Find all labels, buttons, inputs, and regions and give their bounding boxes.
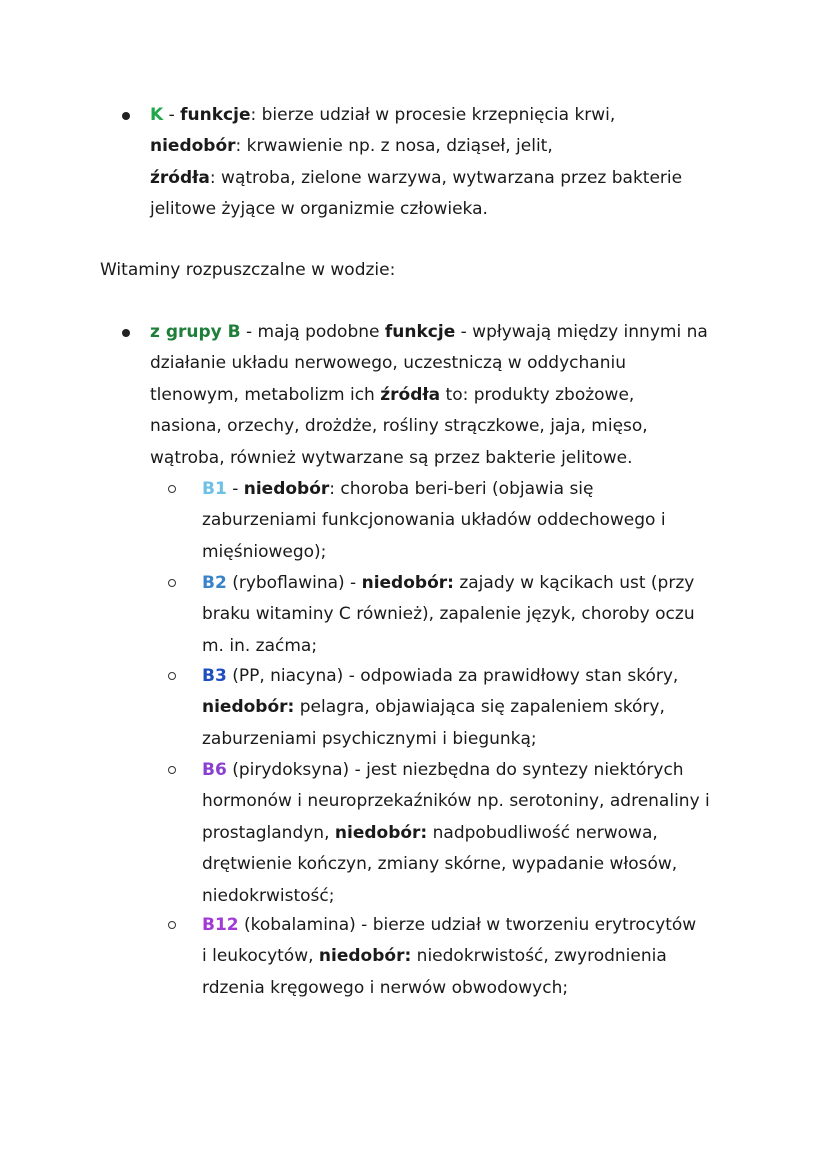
bullet-circle-icon (168, 766, 176, 774)
b6-line-4: drętwienie kończyn, zmiany skórne, wypadanie włosów, (202, 854, 678, 875)
b6-line-1 (202, 755, 768, 786)
b6-line-5: niedokrwistość; (202, 885, 335, 906)
vitamin-b2-item (168, 568, 768, 662)
bullet-disc-icon (122, 329, 130, 337)
group-b-label: z grupy B (150, 322, 241, 342)
b2-line-1 (202, 568, 768, 599)
vitamin-k-line-3 (150, 163, 742, 194)
text-fragment: (pirydoksyna) - jest niezbędna do syntezy niektórych (226, 760, 684, 780)
text-fragment: (ryboflawina) - (226, 573, 362, 593)
text-fragment: - wpływają między innymi na (455, 322, 708, 342)
group-b-line-3 (150, 380, 742, 411)
text-fragment: : bierze udział w procesie krzepnięcia krwi, (250, 105, 616, 125)
group-b-item (122, 317, 742, 474)
b3-line-1 (202, 661, 768, 692)
zrodla-label: źródła (380, 384, 441, 405)
b12-line-3: rdzenia kręgowego i nerwów obwodowych; (202, 977, 569, 998)
text-fragment: pelagra, objawiająca się zapaleniem skóry, (294, 697, 665, 718)
vitamin-k-line-4: jelitowe żyjące w organizmie człowieka. (150, 199, 488, 220)
niedobor-label: niedobór (243, 479, 330, 499)
b2-line-3: m. in. zaćma; (202, 635, 318, 656)
b3-line-2 (202, 692, 768, 723)
funkcje-label: funkcje (384, 322, 456, 342)
group-b-line-1 (150, 317, 742, 348)
bullet-circle-icon (168, 485, 176, 493)
funkcje-label: funkcje (180, 105, 251, 125)
zrodla-label: źródła (150, 167, 210, 188)
text-fragment: : wątroba, zielone warzywa, wytwarzana przez bakterie (209, 167, 683, 188)
b1-line-3: mięśniowego); (202, 541, 327, 562)
b12-line-2 (202, 941, 768, 972)
vitamin-k-item (122, 100, 742, 226)
text-fragment: - (226, 479, 244, 499)
text-fragment: i leukocytów, (202, 946, 319, 967)
group-b-line-4: nasiona, orzechy, drożdże, rośliny strączkowe, jaja, mięso, (150, 416, 648, 437)
bullet-circle-icon (168, 921, 176, 929)
text-fragment: nadpobudliwość nerwowa, (427, 822, 658, 843)
group-b-line-2: działanie układu nerwowego, uczestniczą w oddychaniu (150, 353, 626, 374)
b3-line-3: zaburzeniami psychicznymi i biegunką; (202, 728, 537, 749)
b2-line-2: braku witaminy C również), zapalenie język, choroby oczu (202, 604, 695, 625)
vitamin-b1-item (168, 474, 768, 568)
vitamin-b6-item (168, 755, 768, 912)
text-fragment: - (163, 105, 181, 125)
vitamin-k-line-2 (150, 131, 742, 162)
group-b-line-5: wątroba, również wytwarzane są przez bakterie jelitowe. (150, 447, 633, 468)
text-fragment: prostaglandyn, (202, 822, 335, 843)
text-fragment: : choroba beri-beri (objawia się (329, 479, 594, 499)
niedobor-label: niedobór: (334, 822, 428, 843)
text-fragment: (PP, niacyna) - odpowiada za prawidłowy stan skóry, (226, 666, 679, 686)
b1-line-1 (202, 474, 768, 505)
bullet-circle-icon (168, 672, 176, 680)
vitamin-k-line-1 (150, 100, 742, 131)
b1-label: B1 (202, 479, 227, 499)
vitamin-b12-item (168, 910, 768, 1004)
vitamin-b3-item (168, 661, 768, 755)
b1-line-2: zaburzeniami funkcjonowania układów oddechowego i (202, 510, 666, 531)
b6-label: B6 (202, 760, 227, 780)
text-fragment: tlenowym, metabolizm ich (150, 384, 381, 405)
text-fragment: (kobalamina) - bierze udział w tworzeniu erytrocytów (238, 915, 697, 935)
text-fragment: to: produkty zbożowe, (440, 384, 635, 405)
b6-line-3 (202, 818, 768, 849)
text-fragment: zajady w kącikach ust (przy (453, 573, 695, 593)
vitamin-k-label: K (150, 105, 164, 125)
niedobor-label: niedobór: (361, 573, 454, 593)
b2-label: B2 (202, 573, 227, 593)
section-heading: Witaminy rozpuszczalne w wodzie: (100, 260, 396, 280)
niedobor-label: niedobór (150, 136, 236, 157)
b6-line-2: hormonów i neuroprzekaźników np. serotoniny, adrenaliny i (202, 791, 710, 812)
niedobor-label: niedobór: (318, 946, 412, 967)
b3-label: B3 (202, 666, 227, 686)
niedobor-label: niedobór: (202, 697, 295, 718)
b12-label: B12 (202, 915, 239, 935)
text-fragment: - mają podobne (240, 322, 385, 342)
text-fragment: : krwawienie np. z nosa, dziąseł, jelit, (235, 136, 553, 157)
b12-line-1 (202, 910, 768, 941)
bullet-circle-icon (168, 579, 176, 587)
text-fragment: niedokrwistość, zwyrodnienia (411, 946, 667, 967)
bullet-disc-icon (122, 112, 130, 120)
